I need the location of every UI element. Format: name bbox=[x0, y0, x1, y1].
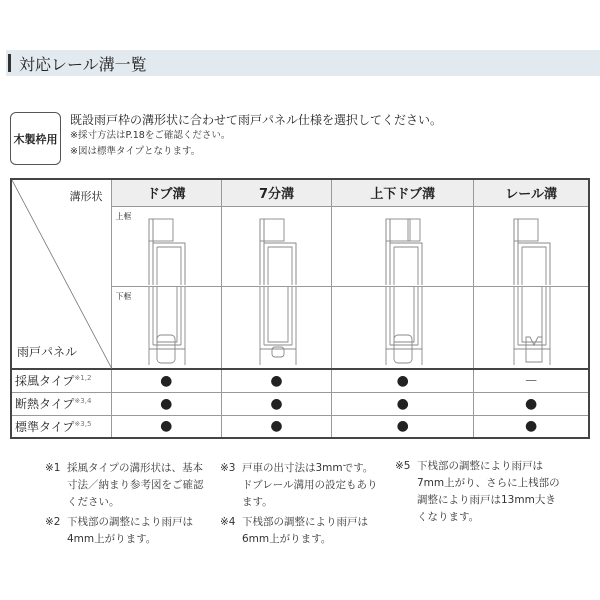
table-row bbox=[11, 415, 589, 438]
availability-mark: ● bbox=[474, 415, 589, 438]
frame-type-tag: 木製枠用 bbox=[10, 112, 61, 165]
diagonal-line bbox=[12, 180, 112, 369]
table-row bbox=[11, 392, 589, 415]
upper-frame-diagram bbox=[221, 206, 331, 286]
lower-frame-diagram bbox=[111, 286, 221, 369]
lower-frame-diagram bbox=[221, 286, 331, 369]
upper-frame-drawing bbox=[506, 207, 556, 285]
rail-groove-table bbox=[10, 178, 590, 439]
upper-frame-drawing bbox=[141, 207, 191, 285]
upper-frame-label: 上框 bbox=[115, 211, 132, 221]
lower-frame-drawing bbox=[506, 287, 556, 367]
footnote: ※2 下桟部の調整により雨戸は4mm上がります。 bbox=[45, 516, 193, 545]
footnote: ※1 採風タイプの溝形状は、基本寸法／納まり参考図をご確認ください。 bbox=[45, 462, 204, 508]
column-header: ドブ溝 bbox=[111, 179, 221, 206]
lower-frame-drawing bbox=[252, 287, 302, 367]
lower-frame-diagram bbox=[332, 286, 474, 369]
section-title-bar bbox=[6, 50, 600, 76]
intro-note: ※図は標準タイプとなります。 bbox=[70, 146, 201, 157]
footnote: ※5 下桟部の調整により雨戸は7mm上がり、さらに上桟部の調整により雨戸は13mm大きくなります。 bbox=[395, 460, 560, 523]
row-label: 採風タイプ$^{※1,2}$ bbox=[11, 369, 111, 392]
lower-frame-diagram bbox=[474, 286, 589, 369]
availability-mark: ● bbox=[221, 369, 331, 392]
availability-mark: ● bbox=[332, 369, 474, 392]
footnote: ※4 下桟部の調整により雨戸は6mm上がります。 bbox=[220, 516, 368, 545]
availability-mark: ● bbox=[221, 415, 331, 438]
availability-mark: ● bbox=[332, 415, 474, 438]
availability-mark: ● bbox=[474, 392, 589, 415]
title-accent-bar bbox=[8, 54, 11, 72]
lower-frame-label: 下框 bbox=[115, 291, 132, 301]
upper-frame-diagram bbox=[474, 206, 589, 286]
availability-mark: － bbox=[474, 369, 589, 392]
availability-mark: ● bbox=[111, 392, 221, 415]
upper-frame-diagram bbox=[111, 206, 221, 286]
intro-main: 既設雨戸枠の溝形状に合わせて雨戸パネル仕様を選択してください。 bbox=[70, 113, 443, 127]
row-label: 標準タイプ$^{※3,5}$ bbox=[11, 415, 111, 438]
availability-mark: ● bbox=[221, 392, 331, 415]
section-title: 対応レール溝一覧 bbox=[19, 54, 147, 74]
footnote: ※3 戸車の出寸法は3mmです。ドブレール溝用の設定もあります。 bbox=[220, 462, 378, 508]
corner-top-label: 溝形状 bbox=[69, 190, 103, 203]
availability-mark: ● bbox=[111, 369, 221, 392]
corner-bottom-label: 雨戸パネル bbox=[17, 345, 78, 359]
upper-frame-drawing bbox=[252, 207, 302, 285]
availability-mark: ● bbox=[332, 392, 474, 415]
upper-frame-drawing bbox=[378, 207, 428, 285]
column-header: レール溝 bbox=[474, 179, 589, 206]
lower-frame-drawing bbox=[141, 287, 191, 367]
availability-mark: ● bbox=[111, 415, 221, 438]
row-label: 断熱タイプ$^{※3,4}$ bbox=[11, 392, 111, 415]
upper-frame-diagram bbox=[332, 206, 474, 286]
intro-note: ※採寸方法はP.18をご確認ください。 bbox=[70, 130, 231, 141]
intro bbox=[70, 112, 442, 160]
column-header: 上下ドブ溝 bbox=[332, 179, 474, 206]
table-row bbox=[11, 369, 589, 392]
column-header: 7分溝 bbox=[221, 179, 331, 206]
corner-cell bbox=[11, 179, 111, 369]
lower-frame-drawing bbox=[378, 287, 428, 367]
